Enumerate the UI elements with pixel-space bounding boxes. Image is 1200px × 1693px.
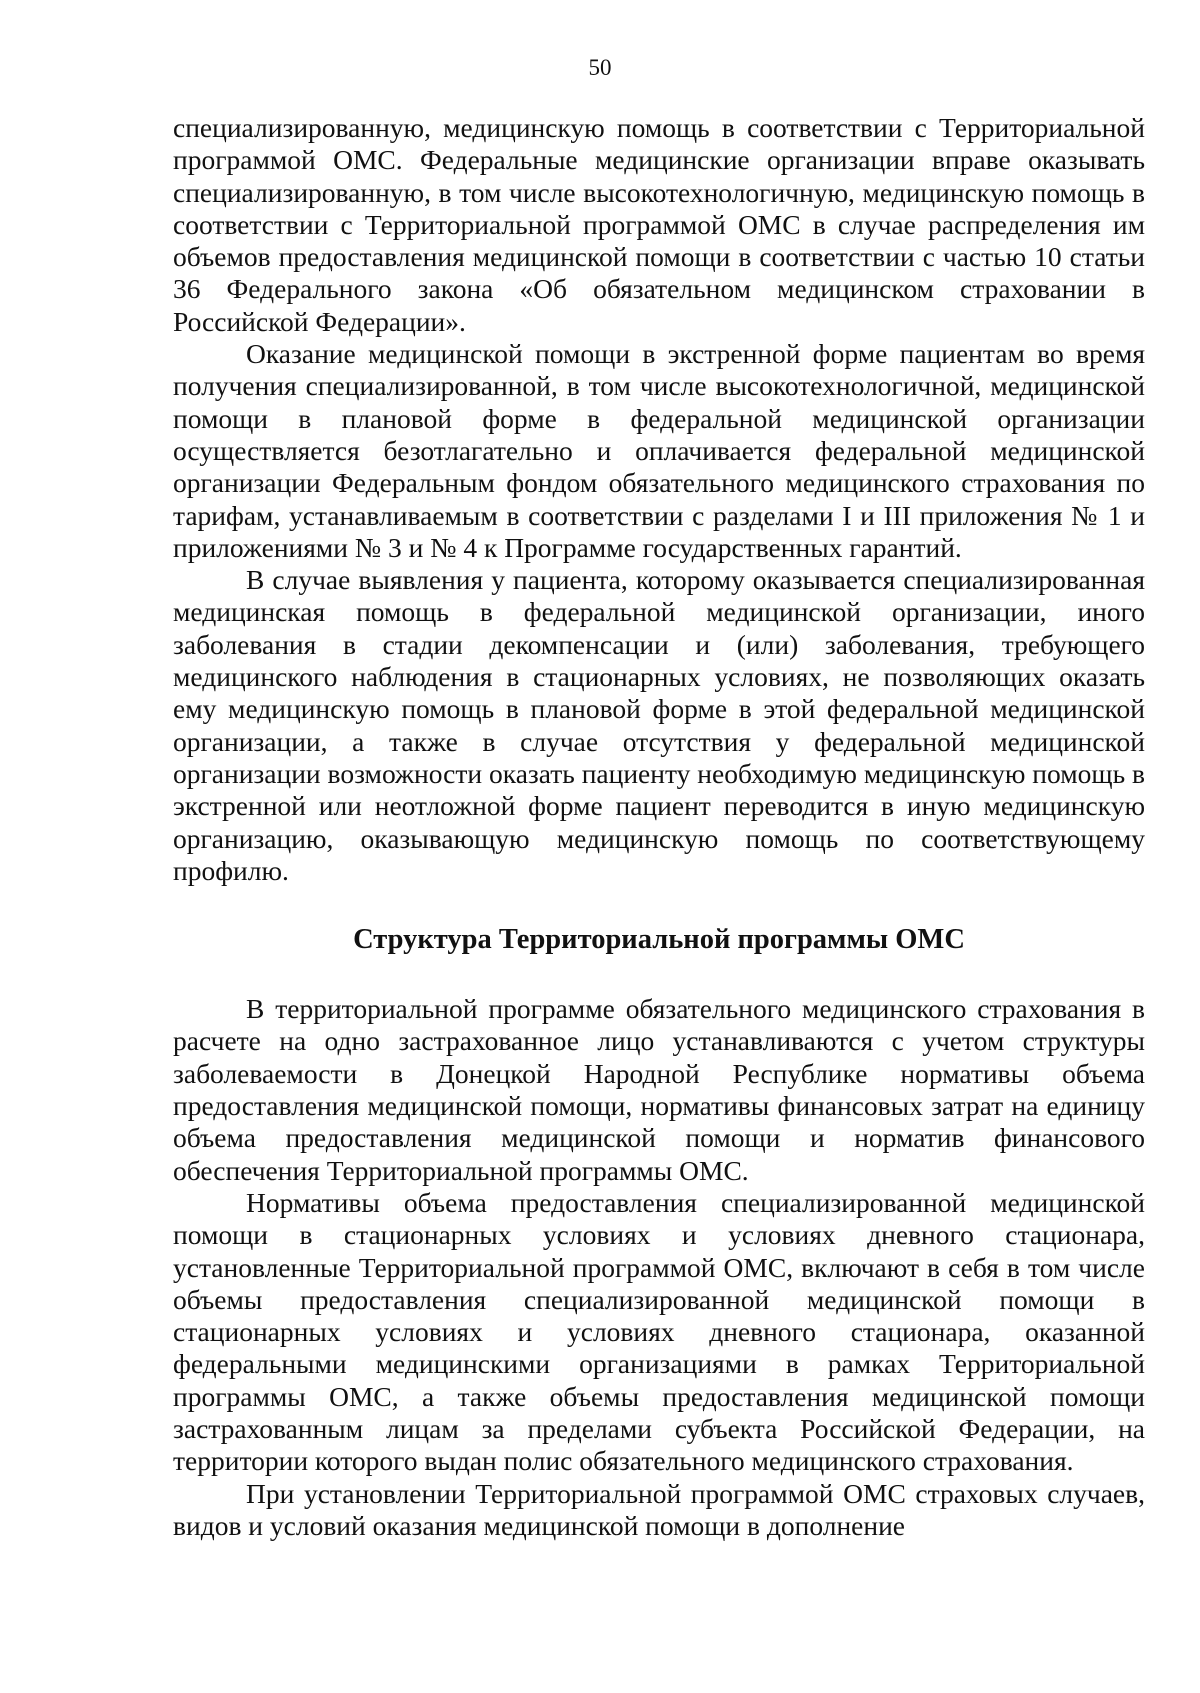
paragraph-program-norms: В территориальной программе обязательного медицинского страхования в расчете на одно застрахованное лицо устанавливаются с учетом структуры заболеваемости в Донецкой Народной Республике нормативы объема предоставления медицинской помощи, нормативы финансовых затрат на единицу объема предоставления медицинской помощи и норматив финансового обеспечения Территориальной программы ОМС. — [173, 993, 1145, 1186]
document-body — [173, 112, 1145, 1542]
paragraph-emergency-care: Оказание медицинской помощи в экстренной форме пациентам во время получения специализированной, в том числе высокотехнологичной, медицинской помощи в плановой форме в федеральной медицинской организации осуществляется безотлагательно и оплачивается федеральной медицинской организации Федеральным фондом обязательного медицинского страхования по тарифам, устанавливаемым в соответствии с разделами I и III приложения № 1 и приложениями № 3 и № 4 к Программе государственных гарантий. — [173, 338, 1145, 563]
page-number: 50 — [588, 55, 612, 80]
paragraph-insurance-cases: При установлении Территориальной программой ОМС страховых случаев, видов и условий оказания медицинской помощи в дополнение — [173, 1477, 1145, 1541]
paragraph-continuation: специализированную, медицинскую помощь в соответствии с Территориальной программой ОМС. Федеральные медицинские организации вправе оказывать специализированную, в том числе высокотехнологичную, медицинскую помощь в соответствии с Территориальной программой ОМС в случае распределения им объемов предоставления медицинской помощи в соответствии с частью 10 статьи 36 Федерального закона «Об обязательном медицинском страховании в Российской Федерации». — [173, 112, 1145, 337]
paragraph-volume-norms: Нормативы объема предоставления специализированной медицинской помощи в стационарных условиях и условиях дневного стационара, установленные Территориальной программой ОМС, включают в себя в том числе объемы предоставления специализированной медицинской помощи в стационарных условиях и условиях дневного стационара, оказанной федеральными медицинскими организациями в рамках Территориальной программы ОМС, а также объемы предоставления медицинской помощи застрахованным лицам за пределами субъекта Российской Федерации, на территории которого выдан полис обязательного медицинского страхования. — [173, 1186, 1145, 1477]
section-heading: Структура Территориальной программы ОМС — [353, 924, 965, 956]
paragraph-patient-transfer: В случае выявления у пациента, которому оказывается специализированная медицинская помощь в федеральной медицинской организации, иного заболевания в стадии декомпенсации и (или) заболевания, требующего медицинского наблюдения в стационарных условиях, не позволяющих оказать ему медицинскую помощь в плановой форме в этой федеральной медицинской организации, а также в случае отсутствия у федеральной медицинской организации возможности оказать пациенту необходимую медицинскую помощь в экстренной или неотложной форме пациент переводится в иную медицинскую организацию, оказывающую медицинскую помощь по соответствующему профилю. — [173, 564, 1145, 886]
